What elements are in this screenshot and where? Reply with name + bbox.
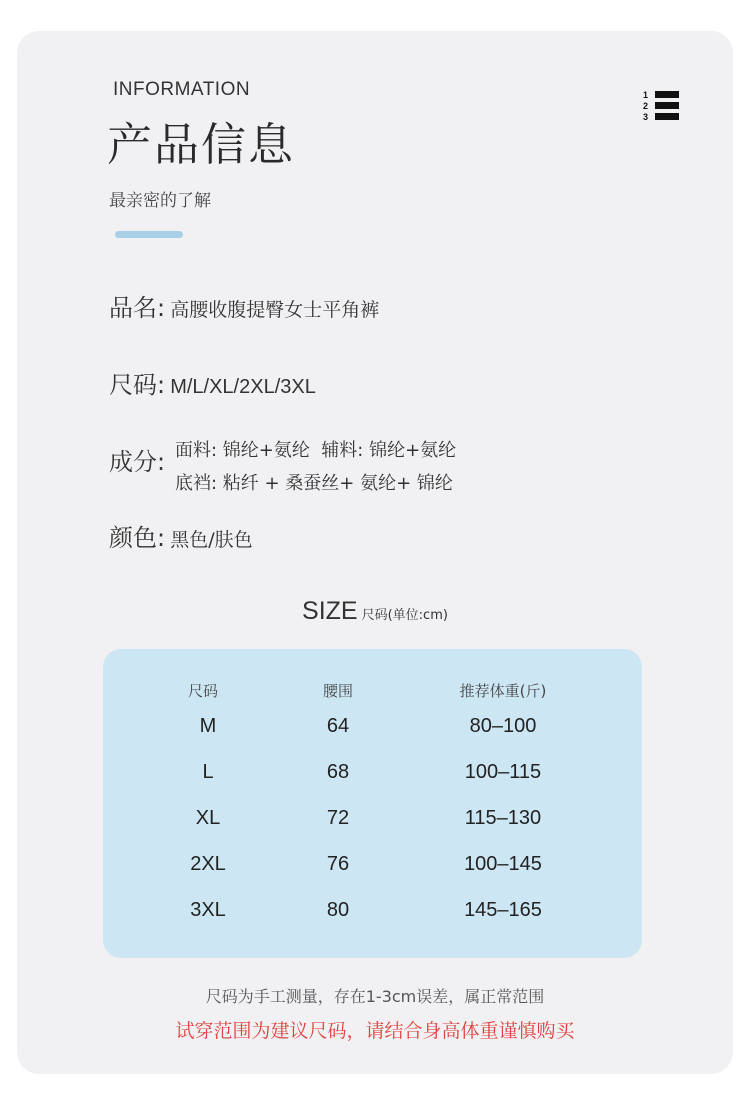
column-header-weight: 推荐体重(斤) xyxy=(459,682,547,700)
size-label: 尺码: xyxy=(109,371,166,399)
section-label-en: INFORMATION xyxy=(113,79,251,100)
list-number-3: 3 xyxy=(643,112,649,122)
page-subtitle: 最亲密的了解 xyxy=(109,191,211,211)
color-label: 颜色: xyxy=(109,524,166,552)
column-header-waist: 腰围 xyxy=(322,682,353,700)
size-chart-heading xyxy=(0,597,750,626)
numbered-list-icon xyxy=(641,90,681,124)
table-cell-weight: 100–145 xyxy=(464,853,542,875)
accent-divider xyxy=(115,231,183,238)
fit-warning: 试穿范围为建议尺码，请结合身高体重谨慎购买 xyxy=(175,1020,575,1042)
size-heading-unit: 尺码(单位:cm) xyxy=(361,608,448,623)
list-number-1: 1 xyxy=(643,90,649,100)
table-cell-waist: 64 xyxy=(326,715,350,737)
list-bar xyxy=(655,102,679,109)
composition-label: 成分: xyxy=(109,448,166,476)
table-cell-size: M xyxy=(199,715,217,737)
table-cell-weight: 145–165 xyxy=(464,899,542,921)
column-header-size: 尺码 xyxy=(187,682,218,700)
list-bar xyxy=(655,91,679,98)
size-row xyxy=(109,365,316,400)
product-name-label: 品名: xyxy=(109,294,166,322)
product-name-row xyxy=(109,288,379,323)
table-cell-size: 2XL xyxy=(190,853,226,875)
table-cell-waist: 76 xyxy=(326,853,350,875)
table-cell-waist: 80 xyxy=(326,899,350,921)
list-number-2: 2 xyxy=(643,101,649,111)
page-title: 产品信息 xyxy=(107,118,296,171)
table-cell-size: L xyxy=(202,761,214,783)
composition-line-2: 底裆: 粘纤 + 桑蚕丝+ 氨纶+ 锦纶 xyxy=(175,473,453,494)
size-table xyxy=(103,649,642,958)
color-value: 黑色/肤色 xyxy=(170,529,253,551)
list-bar xyxy=(655,113,679,120)
table-cell-waist: 72 xyxy=(326,807,350,829)
table-cell-weight: 80–100 xyxy=(469,715,537,737)
color-row xyxy=(109,518,253,553)
table-cell-weight: 100–115 xyxy=(464,761,542,783)
product-name-value: 高腰收腹提臀女士平角裤 xyxy=(170,299,380,321)
table-cell-waist: 68 xyxy=(326,761,350,783)
measurement-note: 尺码为手工测量，存在1-3cm误差，属正常范围 xyxy=(205,987,545,1006)
table-cell-size: XL xyxy=(195,807,221,829)
table-cell-weight: 115–130 xyxy=(464,807,542,829)
size-value: M/L/XL/2XL/3XL xyxy=(170,376,316,398)
table-cell-size: 3XL xyxy=(190,899,226,921)
size-heading-text: SIZE xyxy=(302,597,358,625)
composition-line-1: 面料: 锦纶+氨纶 辅料: 锦纶+氨纶 xyxy=(175,440,457,461)
